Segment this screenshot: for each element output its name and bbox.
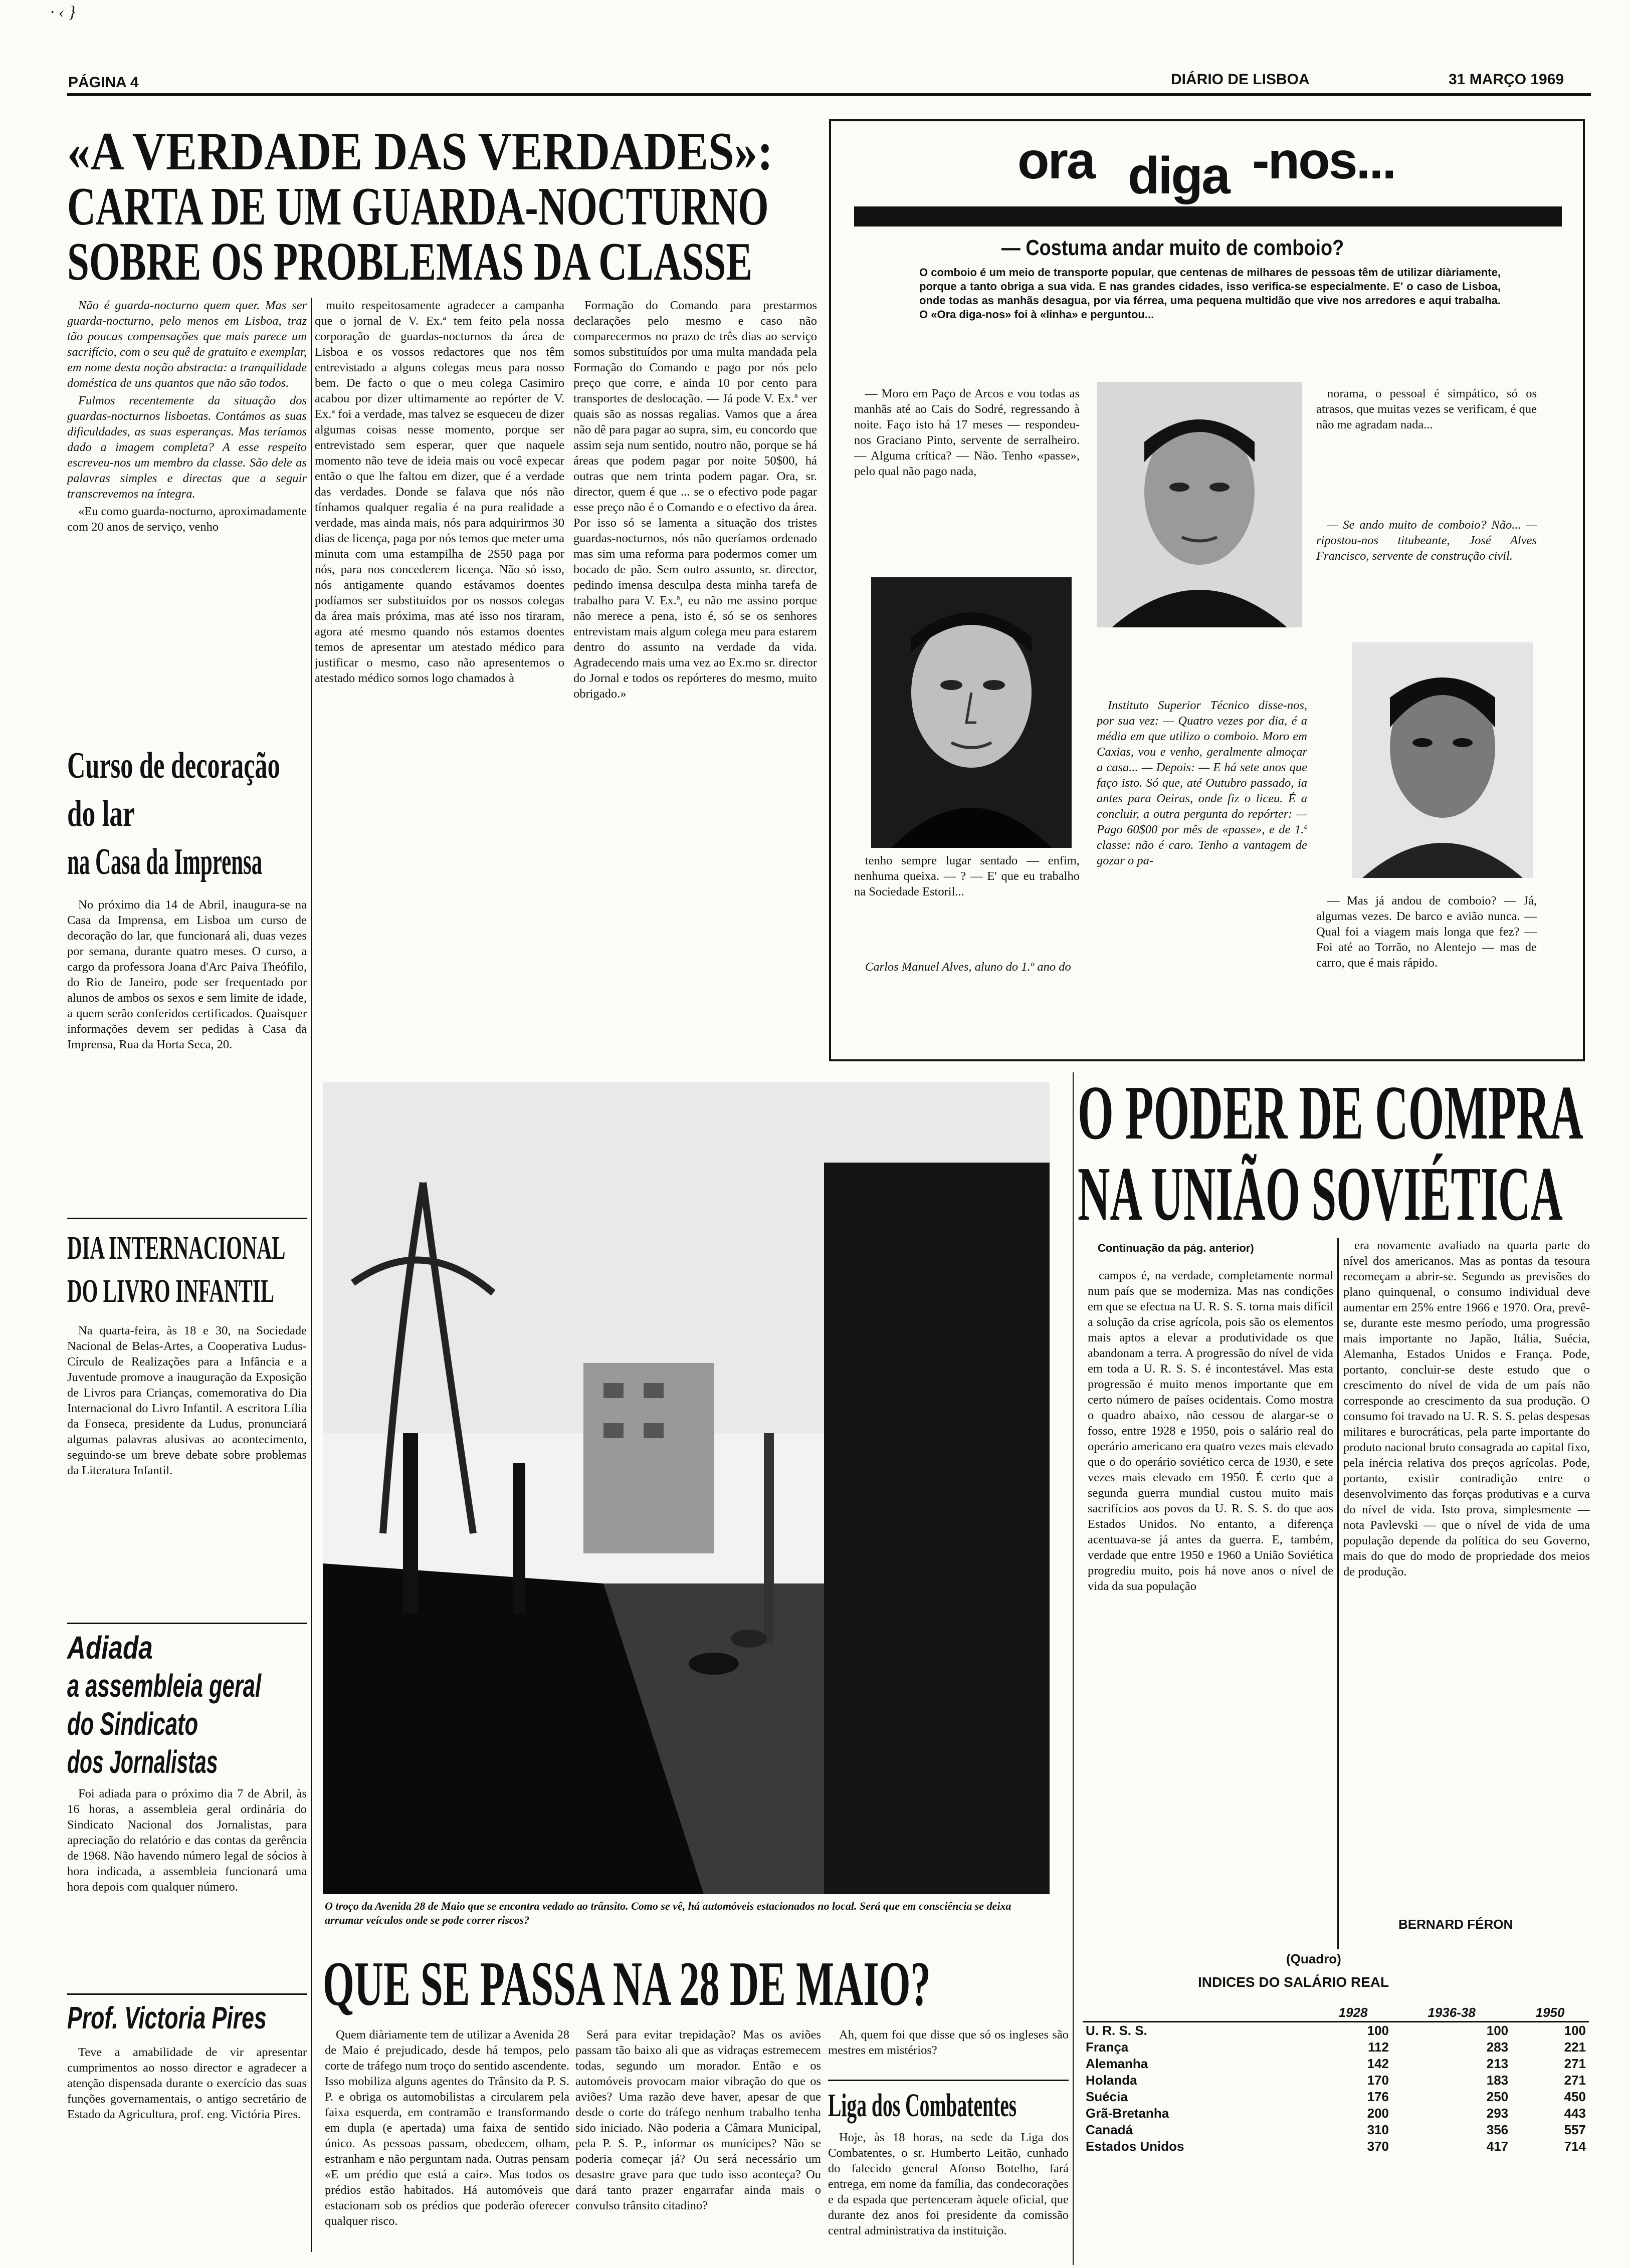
divider-1: [67, 1218, 307, 1219]
maio-title: QUE SE PASSA NA 28 DE MAIO?: [323, 1949, 931, 2019]
table-cell: 714: [1564, 2139, 1586, 2154]
table-cell: 557: [1564, 2122, 1586, 2137]
poder-author: BERNARD FÉRON: [1398, 1917, 1513, 1932]
verdade-title-line3: SOBRE OS PROBLEMAS DA CLASSE: [67, 232, 752, 292]
poder-column-rule: [1337, 1238, 1339, 1949]
table-cell: 142: [1367, 2056, 1389, 2071]
decoracao-headline: [67, 742, 308, 892]
poder-col-2: [1343, 1238, 1590, 1914]
table-header-country: [1083, 2004, 1314, 2022]
verdade-col-3: [573, 298, 817, 1129]
victoria-body: [67, 2045, 307, 2195]
table-cell: Holanda: [1086, 2073, 1137, 2088]
table-cell: 170: [1367, 2073, 1389, 2088]
table-cell: 283: [1486, 2039, 1509, 2055]
verdade-col-1: [67, 298, 307, 739]
oradiga-col-3b: [1316, 517, 1537, 647]
table-row: [1083, 2105, 1589, 2122]
verdade-col-2: [315, 298, 564, 1129]
poder-title-line1: O PODER DE COMPRA: [1078, 1070, 1583, 1156]
verdade-intro-2: Fulmos recentemente da situação dos guardas-nocturnos lisboetas. Contámos as suas dificuldades, as suas esperanças. Mas teríamos dado a imagem completa? A esse respeito escreveu-nos um membro da classe. São dele as palavras simples e directas que a seguir transcrevemos na íntegra.: [67, 394, 307, 501]
maio-col-3: [828, 2027, 1069, 2077]
divider-2: [67, 1623, 307, 1624]
oradiga-col-1c: [854, 959, 1080, 999]
photo-caption: O troço da Avenida 28 de Maio que se encontra vedado ao trânsito. Como se vê, há automóveis estacionados no local. Será que em consciência se deixa arrumar veículos onde se pode correr riscos?: [325, 1900, 1011, 1926]
table-header-1936: 1936-38: [1428, 2005, 1476, 2020]
table-cell: 271: [1564, 2073, 1586, 2088]
decoracao-text: No próximo dia 14 de Abril, inaugura-se na Casa da Imprensa, em Lisboa um curso de decoração do lar, que funcionará ali, duas vezes por semana, durante quatro meses. O curso, a cargo da professora Joana d'Arc Paiva Theófilo, do Rio de Janeiro, pode ser frequentado por alunos de ambos os sexos e sem limite de idade, a quem serão conferidos certificados. Quaisquer informações devem ser pedidas à Casa da Imprensa, Rua da Horta Seca, 20.: [67, 898, 307, 1051]
decoracao-title-line3: na Casa da Imprensa: [67, 841, 263, 882]
logo-nos: -nos...: [1252, 132, 1395, 190]
maio-col-1: [325, 2027, 569, 2262]
maio-headline: [323, 1949, 1060, 2024]
newspaper-name: DIÁRIO DE LISBOA: [1171, 71, 1310, 88]
table-cell: 112: [1368, 2039, 1389, 2055]
oradiga-answer-jose-cont: — Mas já andou de comboio? — Já, algumas vezes. De barco e avião nunca. — Qual foi a viagem mais longa que fez? — Foi até ao Torrão, no Alentejo — mas de carro, que é mais rápido.: [1316, 894, 1537, 970]
poder-continuation: Continuação da pág. anterior): [1098, 1242, 1254, 1254]
corner-mark: · ‹ }: [50, 3, 76, 22]
livro-text: Na quarta-feira, às 18 e 30, na Sociedade Nacional de Belas-Artes, a Cooperativa Ludus-Círculo de Realizações para a Infância e a Juventude promove a inauguração da Exposição de Livros para Crianças, comemorativa do Dia Internacional do Livro Infantil. A escritora Lília da Fonseca, presidente da Ludus, pronunciará algumas palavras alusivas ao acontecimento, seguindo-se um breve debate sobre problemas da Literatura Infantil.: [67, 1324, 307, 1477]
verdade-intro: Não é guarda-nocturno quem quer. Mas ser guarda-nocturno, pelo menos em Lisboa, traz tão poucas compensações que mais parece um sacrifício, com o seu quê de gratuito e exemplar, em nome desta noção abstracta: a tranquilidade doméstica de uns quantos que não são todos.: [67, 299, 307, 390]
portrait-young-man: [871, 577, 1072, 848]
table-cell: Estados Unidos: [1086, 2139, 1184, 2154]
victoria-text: Teve a amabilidade de vir apresentar cumprimentos ao nosso director e agradecer a atenção dispensada durante o exercício das suas funções governamentais, o antigo secretário de Estado da Agricultura, prof. eng. Victória Pires.: [67, 2046, 307, 2121]
verdade-title-line1: «A VERDADE DAS VERDADES»:: [67, 122, 773, 181]
adiada-title-line1: Adiada: [67, 1630, 153, 1666]
table-cell: 310: [1367, 2122, 1389, 2137]
photo-graciano-pinto: [1097, 382, 1302, 627]
table-cell: Canadá: [1086, 2122, 1133, 2137]
ora-diga-nos-box: [829, 119, 1585, 1061]
column-rule-right: [1073, 1072, 1074, 2265]
decoracao-body: [67, 897, 307, 1218]
maio-text-1: Quem diàriamente tem de utilizar a Avenida 28 de Maio é prejudicado, desde há tempos, pelo corte de tráfego num troço do sentido ascendente. Isso mobiliza alguns agentes do Trânsito da P. S. P. e obriga os automobilistas a circularem pela faixa esquerda, em contramão e transformando em dupla (e apertada) uma faixa de sentido único. As pessoas passam, obedecem, olham, estranham e não perguntam nada. Outras pensam «E um prédio que está a cair». Mas todos os prédios estão habitados. Há automóveis que estacionam sob os prédios que poderão oferecer qualquer risco.: [325, 2028, 569, 2228]
table-cell: 417: [1486, 2139, 1509, 2154]
page-number: PÁGINA 4: [68, 74, 139, 91]
oradiga-answer-carlos-cont: norama, o pessoal é simpático, só os atrasos, que muitas vezes se verificam, é que não me agradam nada...: [1316, 387, 1537, 431]
oradiga-col-1: [854, 386, 1080, 576]
oradiga-answer-estoril: tenho sempre lugar sentado — enfim, nenhuma queixa. — ? — E' que eu trabalho na Sociedade Estoril...: [854, 854, 1080, 898]
oradiga-question: — Costuma andar muito de comboio?: [1001, 236, 1344, 260]
maio-text-3: Ah, quem foi que disse que só os ingleses são mestres em mistérios?: [828, 2028, 1069, 2057]
table-header-1950: 1950: [1535, 2005, 1565, 2020]
oradiga-answer-jose: — Se ando muito de comboio? Não... — ripostou-nos titubeante, José Alves Francisco, servente de construção civil.: [1316, 518, 1537, 563]
table-row: [1083, 2122, 1589, 2138]
table-cell: 250: [1486, 2089, 1509, 2104]
table-header-row: [1083, 2004, 1589, 2022]
oradiga-intro: O comboio é um meio de transporte popular, que centenas de milhares de pessoas têm de utilizar diàriamente, porque a tanto obriga a sua vida. E nas grandes cidades, isso verifica-se especialmente. E' o caso de Lisboa, onde todas as manhãs desagua, por via férrea, uma pequena multidão que vive nos arredores e aqui trabalha. O «Ora diga-nos» foi à «linha» e perguntou...: [919, 266, 1501, 321]
adiada-text: Foi adiada para o próximo dia 7 de Abril, às 16 horas, a assembleia geral ordinária do Sindicato Nacional dos Jornalistas, para apreciação do relatório e das contas da gerência de 1968. Não havendo número legal de sócios à hora indicada, a assembleia funcionará uma hora depois com qualquer número.: [67, 1787, 307, 1894]
oradiga-col-3c: [1316, 893, 1537, 1053]
table-row: [1083, 2022, 1589, 2039]
oradiga-answer-carlos: Instituto Superior Técnico disse-nos, por sua vez: — Quatro vezes por dia, é a média em que utilizo o comboio. Moro em Caxias, vou e venho, geralmente almoçar a casa... — Depois: — E há sete anos que faço isto. Só que, até Outubro passado, ia antes para Oeiras, onde fiz o liceu. É a concluir, a outra pergunta do repórter: — Pago 60$00 por mês de «passe», e de 1.ª classe: não é caro. Tenho a vantagem de gozar o pa-: [1097, 699, 1307, 867]
table-cell: Alemanha: [1086, 2056, 1148, 2071]
table-cell: 100: [1367, 2023, 1389, 2038]
header-rule: [67, 93, 1591, 96]
logo-ora: ora: [1017, 132, 1094, 190]
livro-title-line1: DIA INTERNACIONAL: [67, 1230, 286, 1266]
table-cell: 221: [1564, 2039, 1586, 2055]
portrait-man: [1097, 382, 1302, 627]
table-cell: França: [1086, 2039, 1129, 2055]
table-cell: 183: [1486, 2073, 1509, 2088]
table-cell: 293: [1486, 2106, 1509, 2121]
table-cell: 443: [1564, 2106, 1586, 2121]
table-row: [1083, 2056, 1589, 2072]
table-cell: 176: [1367, 2089, 1389, 2104]
poder-text-2: era novamente avaliado na quarta parte do nível dos americanos. Mas as pontas da tesoura recomeçam a abrir-se. Segundo as previsões do plano quinquenal, o consumo individual deve aumentar em 25% entre 1966 e 1970. Ora, prevê-se, durante este mesmo período, uma progressão mais importante no Japão, Itália, Suécia, Alemanha, Estados Unidos e França. Pode, portanto, concluir-se deste estudo que o crescimento do nível de vida de um país não corresponde ao crescimento da sua produção. O consumo foi travado na U. R. S. S. pelas despesas militares e burocráticas, pela parte importante do produto nacional bruto consagrada ao capital fixo, pela inércia relativa dos preços agrícolas. Pode, portanto, existir contradição entre o desenvolvimento das forças produtivas e a curva do nível de vida. Isto prova, simplesmente — nota Pavlevski — que o nível de vida de uma população depende da política do seu Governo, mais do que do modo de propriedade dos meios de produção.: [1343, 1239, 1590, 1578]
table-cell: 356: [1486, 2122, 1509, 2137]
decoracao-title-line1: Curso de decoração: [67, 745, 280, 786]
adiada-title-line2: a assembleia geral: [67, 1668, 262, 1704]
salario-table: [1083, 2004, 1589, 2155]
verdade-letter-middle: muito respeitosamente agradecer a campanha que o jornal de V. Ex.ª tem feito pela nossa corporação de guardas-nocturnos da área de Lisboa e os vossos redactores que nos têm entrevistado a alguns colegas meus para nosso bem. De facto o que o meu colega Casimiro acabou por dizer ultimamente ao repórter de V. Ex.ª foi a verdade, mas talvez se esqueceu de dizer algumas coisas nesse momento, porque ser entrevistado sem esperar, quer que naquele momento não teve de ideia mais ou você expecar então o que lhe faltou em dizer, que é a verdade das verdades. Donde se falava que nós não tínhamos qualquer regalia é na pura realidade a verdade, mas ainda mais, nós para adquirirmos 30 dias de licença, paga por nós temos que meter uma minuta com uma estampilha de 2$50 paga por nós, para nos concederem licença. Não só isso, nós antigamente quando estávamos doentes podíamos ser substituídos por os nossos colegas da área mais próxima, mas até isso nos tiraram, agora até mesmo quando nós estamos doentes temos de apresentar um atestado médico para justificar o mesmo, caso não apresentemos o atestado médico somos logo chamados à: [315, 299, 564, 685]
victoria-headline: [67, 1999, 308, 2039]
table-cell: Suécia: [1086, 2089, 1128, 2104]
adiada-headline: [67, 1629, 308, 1784]
oradiga-carlos-intro: Carlos Manuel Alves, aluno do 1.º ano do: [865, 960, 1071, 974]
oradiga-col-1b: [854, 853, 1080, 953]
ora-diga-nos-logo: [1017, 131, 1398, 206]
portrait-worker: [1352, 642, 1533, 878]
table-row: [1083, 2089, 1589, 2105]
table-header-1928: 1928: [1338, 2005, 1368, 2020]
table-cell: 450: [1564, 2089, 1586, 2104]
photo-carlos-alves: [871, 577, 1072, 848]
poder-table-label: (Quadro): [1286, 1951, 1341, 1966]
table-cell: 200: [1367, 2106, 1389, 2121]
table-cell: 100: [1486, 2023, 1509, 2038]
oradiga-col-2: [1097, 698, 1307, 1048]
table-cell: 213: [1486, 2056, 1509, 2071]
column-rule-left: [311, 298, 312, 2252]
avenida-photo: [323, 1082, 1050, 1894]
divider-4: [828, 2080, 1069, 2081]
adiada-title-line4: dos Jornalistas: [67, 1744, 218, 1780]
maio-col-2: [575, 2027, 821, 2262]
table-cell: 370: [1367, 2139, 1389, 2154]
issue-date: 31 MARÇO 1969: [1449, 71, 1564, 88]
table-cell: U. R. S. S.: [1086, 2023, 1147, 2038]
decoracao-title-line2: do lar: [67, 793, 135, 834]
poder-title-line2: NA UNIÃO SOVIÉTICA: [1078, 1152, 1563, 1237]
liga-text: Hoje, às 18 horas, na sede da Liga dos Combatentes, o sr. Humberto Leitão, cunhado do falecido general Afonso Botelho, fará entrega, em nome da família, das condecorações e da espada que pertenceram àquele oficial, que durante dez anos foi presidente da comissão central administrativa da instituição.: [828, 2131, 1069, 2237]
livro-headline: [67, 1227, 308, 1327]
verdade-letter-end: Formação do Comando para prestarmos declarações pelo mesmo e caso não comparecermos no prazo de três dias ao serviço somos substituídos por uma multa mandada pela Formação do Comando e pago por nós pelo preço que corre, e ainda 10 por cento para transportes de deslocação. — Já pode V. Ex.ª ver quais são as nossas regalias. Vamos que a área não dê para pagar ao supra, sim, eu concordo que assim seja num sentido, noutro não, porque se há áreas que podem pagar por noite 50$00, há outras que nem trinta podem pagar. Ora, sr. director, quem é que ... se o efectivo pode pagar esse preço não é o Comando e o efectivo da área. Por isso só se lamenta a situação dos tristes guardas-nocturnos, nós não queríamos ordenado mas sim uma reforma para podermos comer um bocado de pão. Sem outro assunto, sr. director, pedindo imensa desculpa desta minha tarefa de trabalho para V. Ex.ª, eu não me assino porque não merece a pena, isto é, só se os senhores entrevistam mais algum colega meu para estarem dentro do assunto na verdade da vida. Agradecendo mais uma vez ao Ex.mo sr. director do Jornal e todos os repórteres do mesmo, muito obrigado.»: [573, 299, 817, 701]
poder-headline: [1078, 1072, 1589, 1238]
liga-headline: [828, 2086, 1069, 2126]
ora-diga-nos-bar: [854, 206, 1562, 226]
oradiga-answer-graciano: — Moro em Paço de Arcos e vou todas as manhãs até ao Cais do Sodré, regressando à noite. Faço isto há 17 meses — respondeu-nos Graciano Pinto, servente de serralheiro. — Alguma crítica? — Não. Tenho «passe», pelo qual não pago nada,: [854, 387, 1080, 478]
poder-table-title: INDICES DO SALÁRIO REAL: [1198, 1974, 1389, 1990]
table-cell: 271: [1564, 2056, 1586, 2071]
photo-jose-francisco: [1352, 642, 1533, 878]
table-row: [1083, 2039, 1589, 2056]
liga-body: [828, 2130, 1069, 2262]
table-cell: 100: [1564, 2023, 1586, 2038]
verdade-letter-start: «Eu como guarda-nocturno, aproximadamente com 20 anos de serviço, venho: [67, 505, 307, 534]
liga-title: Liga dos Combatentes: [828, 2087, 1017, 2124]
logo-diga: diga: [1128, 147, 1229, 205]
livro-body: [67, 1323, 307, 1619]
poder-text-1: campos é, na verdade, completamente normal num país que se moderniza. Mas nas condições em que se efectua na U. R. S. S. torna mais difícil a solução da crise agrícola, pois são os elementos mais aptos a elevar a produtividade os que abandonam a terra. A progressão do nível de vida em toda a U. R. S. S. é incontestável. Mas esta progressão é muito menos importante que em certo número de países ocidentais. Como mostra o quadro abaixo, não cessou de alargar-se o fosso, entre 1928 e 1950, pois o salário real do operário americano era quatro vezes mais elevado que o do operário soviético cerca de 1930, e sete vezes mais elevado em 1950. É certo que a segunda guerra mundial custou muito mais sacrifícios aos povos da U. R. S. S. do que aos Estados Unidos. No entanto, a diferença acentuava-se já antes da guerra. E, também, verdade que entre 1950 e 1960 a União Soviética progrediu muito, pois há nove anos o nível de vida da sua população: [1088, 1269, 1333, 1593]
table-cell: Grã-Bretanha: [1086, 2106, 1169, 2121]
table-row: [1083, 2138, 1589, 2155]
adiada-title-line3: do Sindicato: [67, 1706, 198, 1742]
verdade-title-line2: CARTA DE UM GUARDA-NOCTURNO: [67, 177, 769, 237]
maio-text-2: Será para evitar trepidação? Mas os aviões passam tão baixo ali que as vidraças estremecem todas, segundo um morador. Então e os automóveis provocam maior vibração do que os aviões? Uma razão deve haver, apesar de que desde o corte do tráfego nenhum trabalho tenha sido iniciado. Não poderia a Câmara Municipal, pela P. S. P., informar os munícipes? Não se poderia começar já? Ou será necessário um desastre grave para que tudo isso aconteça? Ou dará tanto prazer engarrafar ainda mais o convulso trânsito citadino?: [575, 2028, 821, 2212]
divider-3: [67, 1993, 307, 1995]
verdade-headline: [67, 124, 829, 290]
livro-title-line2: DO LIVRO INFANTIL: [67, 1273, 275, 1309]
salario-table-wrap: [1083, 2004, 1589, 2260]
poder-col-1: [1088, 1268, 1333, 1944]
victoria-title: Prof. Victoria Pires: [67, 2001, 267, 2035]
adiada-body: [67, 1786, 307, 1991]
street-photo: [323, 1082, 1050, 1894]
table-row: [1083, 2072, 1589, 2089]
oradiga-col-3: [1316, 386, 1537, 516]
